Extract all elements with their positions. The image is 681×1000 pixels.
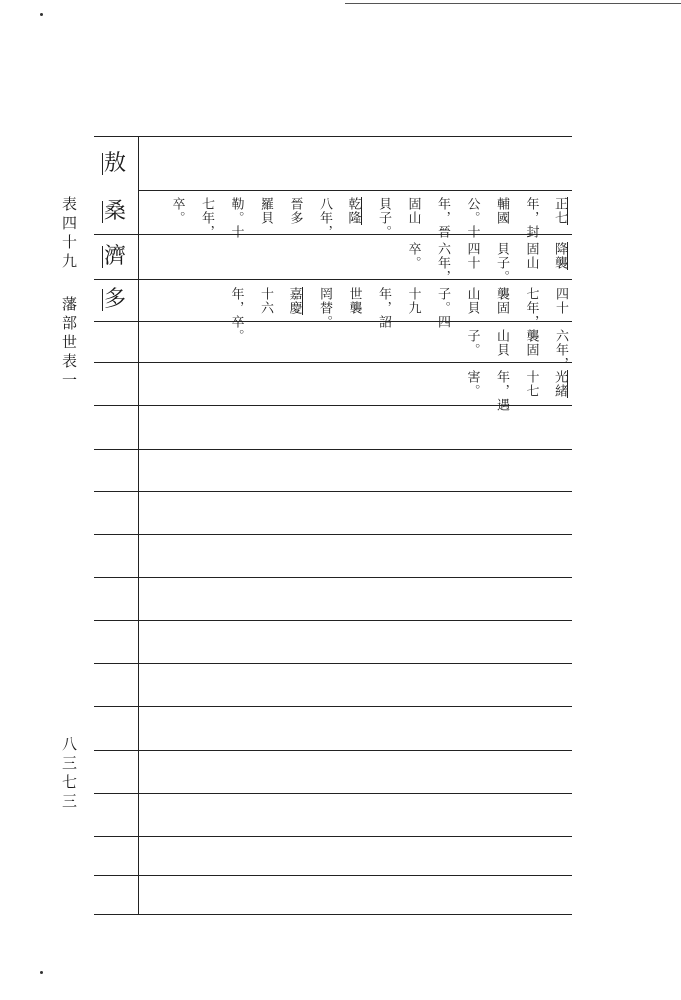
margin-volume-label: 表四十九 [60, 196, 78, 272]
text-column: 年，詔 [376, 287, 391, 329]
text-column: 世襲 [346, 287, 362, 315]
text-column: 貝子。 [494, 242, 509, 284]
table-row-divider [94, 875, 572, 876]
text-column: 羅貝 [258, 197, 273, 225]
text-column: 襲固 [523, 329, 539, 357]
table-row [146, 283, 570, 343]
text-column: 四十 [464, 242, 480, 270]
name-column-divider [138, 136, 139, 915]
text-column: 降襲 [545, 242, 568, 270]
table-row-divider [94, 234, 572, 235]
text-column: 固山 [405, 197, 421, 225]
text-column: 固山 [523, 242, 539, 270]
text-column: 晉多 [287, 197, 303, 225]
text-column: 七年， [523, 287, 539, 329]
text-column: 年，卒。 [228, 287, 244, 343]
table-row-divider [94, 663, 572, 664]
text-column: 襲固 [494, 287, 509, 315]
table-row-divider [94, 534, 572, 535]
page-number: 八三七三 [60, 736, 78, 812]
text-column: 乾隆 [339, 197, 362, 225]
name-char: 桑 [103, 199, 126, 224]
top-margin-rule [345, 3, 681, 4]
corner-speck [40, 13, 43, 16]
table-row-divider [94, 793, 572, 794]
text-column: 十九 [405, 287, 421, 315]
text-column: 六年， [435, 242, 450, 284]
text-column: 年，遇 [494, 370, 509, 412]
table-row-divider [138, 190, 572, 191]
text-column: 四十 [553, 287, 568, 315]
text-column: 卒。 [169, 197, 185, 225]
text-column: 勒。十 [228, 197, 244, 239]
name-char: 多 [103, 287, 126, 312]
text-column: 子。 [464, 329, 480, 357]
text-column: 害。 [464, 370, 480, 398]
table-row-divider [94, 836, 572, 837]
table-row-divider [94, 321, 572, 322]
text-column: 年，晉 [435, 197, 450, 239]
text-column: 正七 [545, 197, 568, 225]
text-column: 嘉慶 [280, 287, 303, 315]
table-row-divider [94, 491, 572, 492]
table-row-divider [94, 449, 572, 450]
text-column: 貝子。 [376, 197, 391, 239]
table-row [146, 238, 570, 284]
margin-section-label: 藩部世表一 [60, 296, 78, 391]
text-column: 七年， [199, 197, 214, 239]
table-row [146, 366, 570, 412]
table-row [146, 193, 570, 239]
text-column: 子。四 [435, 287, 450, 329]
table-row [146, 325, 570, 371]
table-row-divider [94, 577, 572, 578]
table-row-divider [94, 706, 572, 707]
text-column: 山貝 [494, 329, 509, 357]
table-row-divider [94, 620, 572, 621]
name-char: 濟 [103, 243, 126, 269]
table-top-border [94, 136, 572, 137]
text-column: 光緒 [545, 370, 568, 398]
text-column: 卒。 [405, 242, 421, 270]
table-row-divider [94, 362, 572, 363]
text-column: 年，封 [523, 197, 539, 239]
table-row-divider [94, 750, 572, 751]
text-column: 山貝 [464, 287, 480, 315]
corner-speck [40, 971, 43, 974]
name-char: 敖 [103, 151, 126, 176]
text-column: 輔國 [494, 197, 509, 225]
table-bottom-border [94, 914, 572, 915]
text-column: 六年， [553, 329, 568, 371]
text-column: 十六 [258, 287, 273, 315]
text-column: 八年， [317, 197, 332, 239]
text-column: 十七 [523, 370, 539, 398]
text-column: 罔替。 [317, 287, 332, 329]
text-column: 公。十 [464, 197, 480, 239]
